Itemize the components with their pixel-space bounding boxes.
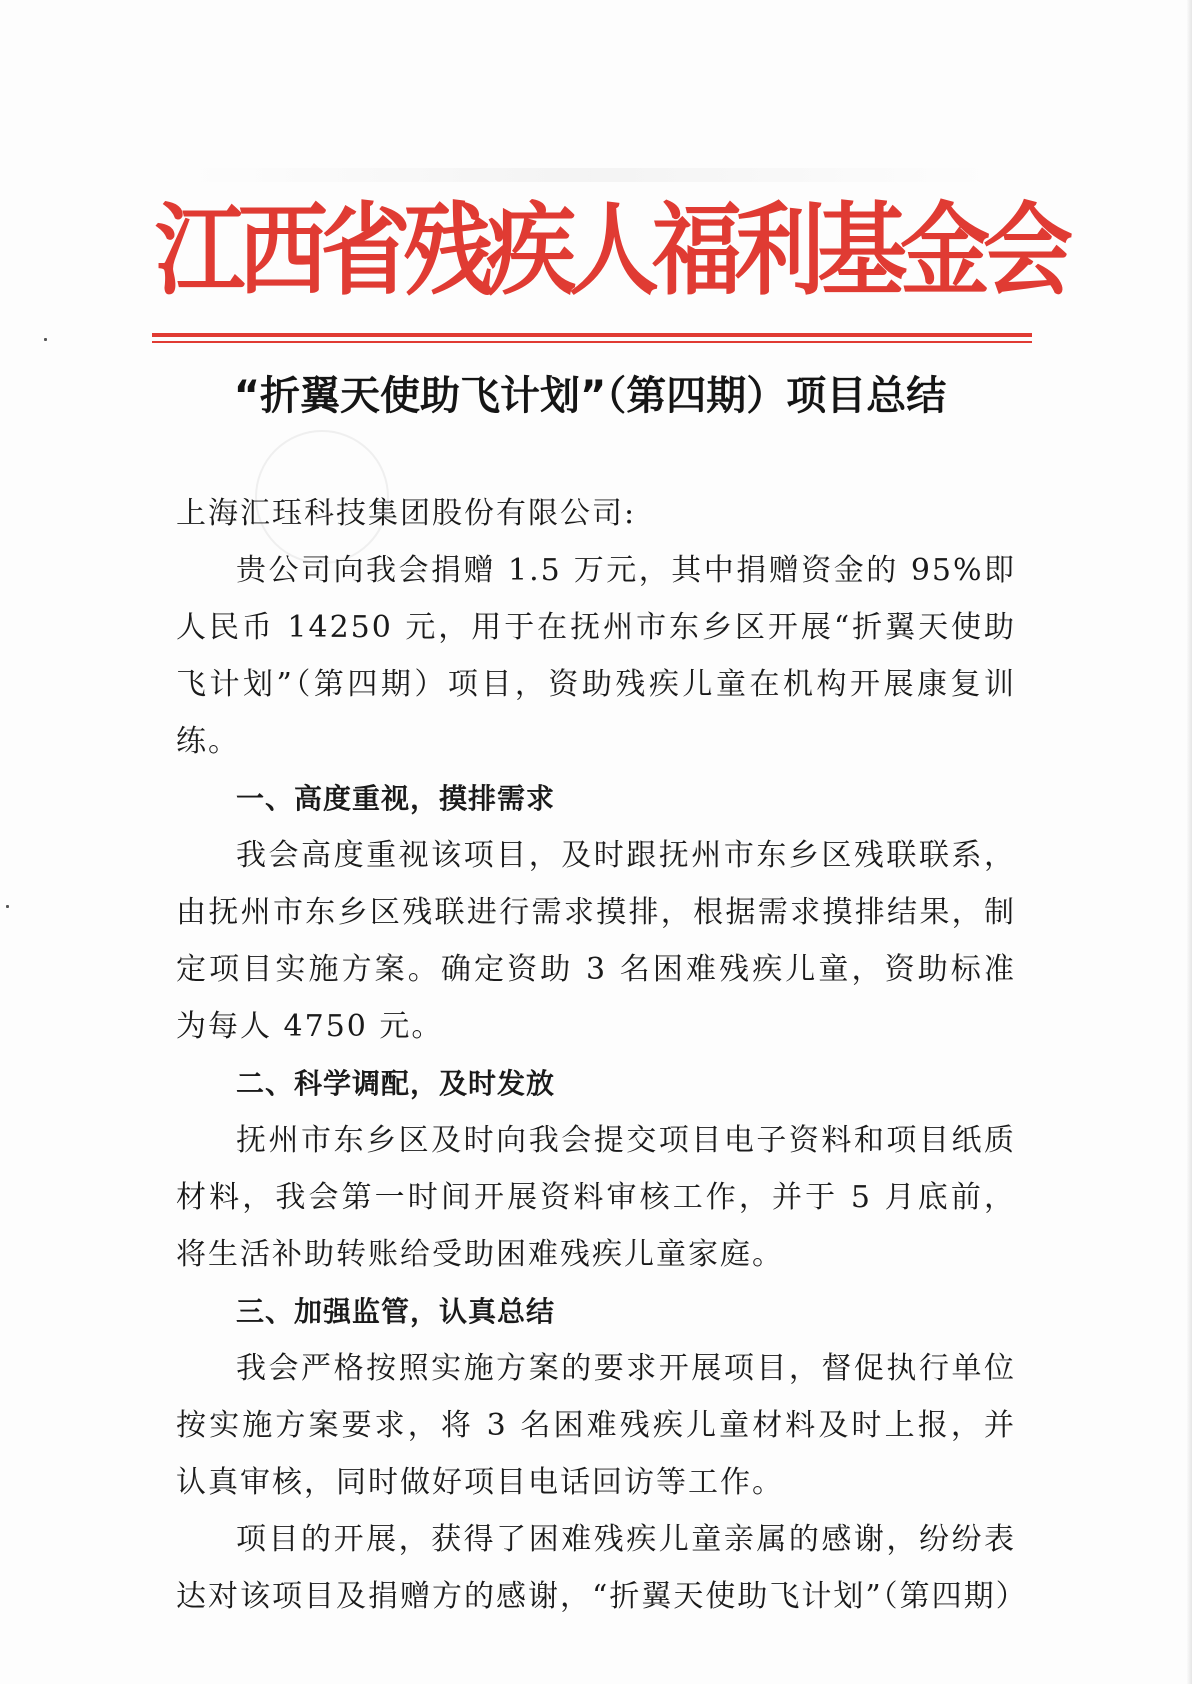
salutation: 上海汇珏科技集团股份有限公司: (176, 496, 637, 531)
paragraph-section-1: 我会高度重视该项目，及时跟抚州市东乡区残联联系，由抚州市东乡区残联进行需求摸排，根据需求摸排结果，制定项目实施方案。确定资助 3 名困难残疾儿童，资助标准为每人 4750 元。 (176, 838, 1016, 1044)
bleed-through-text (190, 168, 990, 182)
paragraph-intro: 贵公司向我会捐赠 1.5 万元，其中捐赠资金的 95%即人民币 14250 元，用于在抚州市东乡区开展“折翼天使助飞计划”（第四期）项目，资助残疾儿童在机构开展康复训练。 (176, 553, 1016, 759)
section-heading-3: 三、加强监管，认真总结 (236, 1295, 556, 1328)
paragraph-section-3: 我会严格按照实施方案的要求开展项目，督促执行单位按实施方案要求，将 3 名困难残疾儿童材料及时上报，并认真审核，同时做好项目电话回访等工作。 (176, 1351, 1016, 1500)
section-heading-2: 二、科学调配，及时发放 (236, 1067, 556, 1100)
letterhead-red-rule-thin (152, 341, 1032, 343)
document-title: “折翼天使助飞计划”（第四期）项目总结 (233, 373, 947, 419)
paragraph-closing: 项目的开展，获得了困难残疾儿童亲属的感谢，纷纷表达对该项目及捐赠方的感谢，“折翼天使助飞计划”（第四期） (176, 1522, 1028, 1614)
letterhead-red-rule-thick (152, 333, 1032, 337)
section-heading-1: 一、高度重视，摸排需求 (236, 782, 556, 815)
paragraph-section-2: 抚州市东乡区及时向我会提交项目电子资料和项目纸质材料，我会第一时间开展资料审核工作，并于 5 月底前，将生活补助转账给受助困难残疾儿童家庭。 (176, 1123, 1016, 1272)
scan-speck (6, 905, 9, 908)
page-edge-shadow (1186, 0, 1192, 1684)
document-body (176, 485, 1028, 1625)
scan-speck (44, 338, 47, 341)
letterhead-org-name: 江西省残疾人福利基金会 (155, 191, 1066, 309)
